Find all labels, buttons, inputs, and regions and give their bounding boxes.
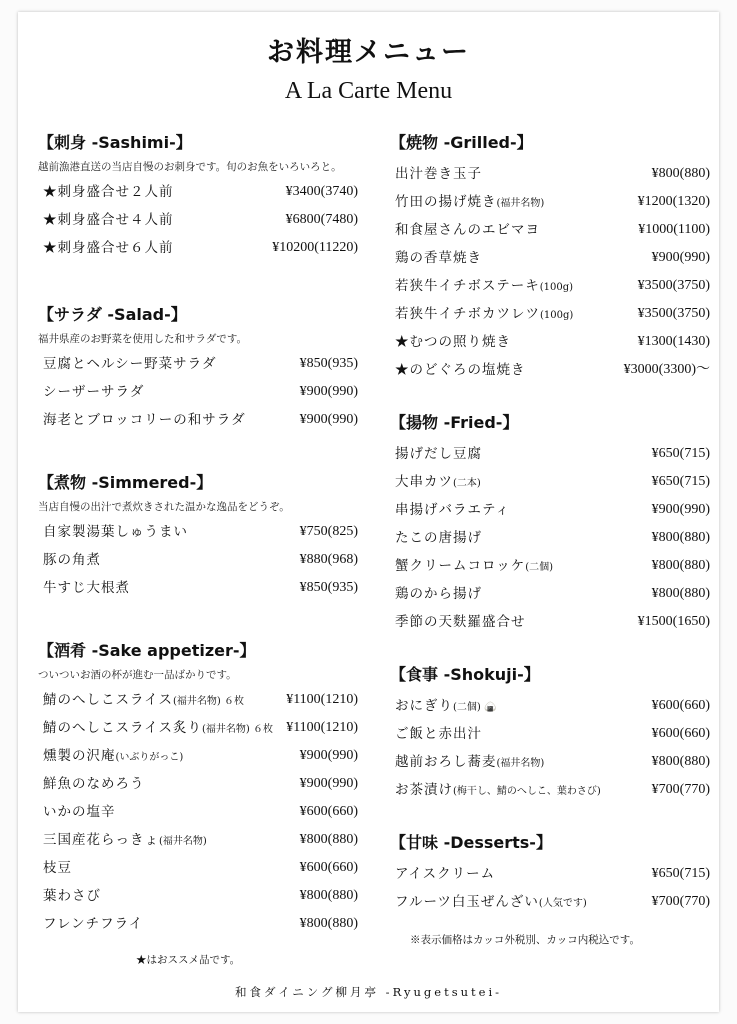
item-name: ★刺身盛合せ４人前 [43,212,174,228]
item-name: 鶏の香草焼き [395,250,482,266]
item-price: ¥800(880) [651,754,710,769]
menu-section [38,130,358,262]
menu-item [390,580,710,608]
item-price: ¥650(715) [651,446,710,461]
item-name-wrap [395,524,482,552]
menu-section [38,302,358,434]
item-name-wrap [43,854,72,882]
item-note: (二本) [453,478,481,489]
menu-item [38,882,358,910]
item-price: ¥850(935) [299,356,358,371]
menu-item [390,524,710,552]
item-price: ¥10200(11220) [272,240,358,255]
menu-item [38,234,358,262]
item-note: (二個) [525,562,554,573]
item-name: 出汁巻き玉子 [395,166,482,182]
section-heading: 【揚物 -Fried-】 [390,413,519,432]
item-name-wrap [395,496,510,524]
menu-item [390,468,710,496]
recommend-note: ★はおススメ品です。 [136,954,241,966]
item-name-wrap [395,468,481,496]
section-heading: 【甘味 -Desserts-】 [390,833,552,852]
item-name-wrap [43,546,101,574]
item-price: ¥1100(1210) [286,692,358,707]
item-name: 牛すじ大根煮 [43,580,130,596]
item-name: 豆腐とヘルシー野菜サラダ [43,356,217,372]
item-note: (福井名物) ６枚 [201,724,273,735]
item-name-wrap [43,770,145,798]
menu-item [390,244,710,272]
menu-item [38,178,358,206]
item-price: ¥600(660) [651,726,710,741]
item-name: 若狭牛イチボステーキ [395,278,540,294]
item-price: ¥900(990) [299,412,358,427]
item-price: ¥600(660) [299,860,358,875]
item-name-wrap [395,860,495,888]
item-name: 越前おろし蕎麦 [395,754,497,770]
item-note: (100g) [540,310,574,321]
section-description: ついついお酒の杯が進む一品ばかりです。 [38,669,237,681]
menu-page [18,12,719,1012]
item-name-wrap [43,798,116,826]
menu-section [390,130,710,384]
item-price: ¥900(990) [651,250,710,265]
item-name-wrap [395,356,526,384]
section-heading: 【焼物 -Grilled-】 [390,133,533,152]
item-name-wrap [43,378,144,406]
item-name-wrap [43,178,174,206]
item-price: ¥750(825) [299,524,358,539]
item-price: ¥3500(3750) [637,278,710,293]
section-heading: 【サラダ -Salad-】 [38,305,187,324]
item-name: シーザーサラダ [43,384,145,400]
item-name-wrap [43,518,188,546]
item-name-wrap [43,206,174,234]
item-name: 揚げだし豆腐 [395,446,482,462]
menu-item [38,518,358,546]
item-name: ★むつの照り焼き [395,334,511,350]
item-price: ¥6800(7480) [285,212,358,227]
item-price: ¥1200(1320) [637,194,710,209]
item-name-wrap [395,748,544,776]
menu-item [38,798,358,826]
section-heading: 【食事 -Shokuji-】 [390,665,540,684]
section-description: 当店自慢の出汁で煮炊きされた温かな逸品をどうぞ。 [38,501,290,513]
menu-item [38,406,358,434]
menu-item [390,552,710,580]
item-name: 鯖のへしこスライス [43,692,173,708]
item-name-wrap [43,406,246,434]
tax-note: ※表示価格はカッコ外税別、カッコ内税込です。 [410,934,640,946]
item-name: 大串カツ [395,474,453,490]
item-name-wrap [43,686,244,714]
item-price: ¥800(880) [651,586,710,601]
item-price: ¥1300(1430) [637,334,710,349]
item-price: ¥700(770) [651,894,710,909]
page-subtitle: A La Carte Menu [284,78,453,104]
item-name: たこの唐揚げ [395,530,482,546]
item-price: ¥900(990) [299,384,358,399]
item-price: ¥700(770) [651,782,710,797]
menu-item [390,496,710,524]
item-price: ¥3400(3740) [285,184,358,199]
item-name-wrap [395,272,573,300]
item-name: ★刺身盛合せ２人前 [43,184,174,200]
item-name: 若狭牛イチボカツレツ [395,306,540,322]
menu-section [390,830,710,916]
menu-item [38,854,358,882]
item-name-wrap [43,714,273,742]
item-name: フレンチフライ [43,916,144,932]
item-name-wrap [43,574,130,602]
page-title: お料理メニュー [267,37,470,68]
item-name: 和食屋さんのエビマヨ [395,222,540,238]
menu-section [38,638,358,938]
item-name: フルーツ白玉ぜんざい [395,894,539,910]
item-name-wrap [43,910,143,938]
item-price: ¥900(990) [651,502,710,517]
section-heading: 【煮物 -Simmered-】 [38,473,213,492]
item-price: ¥800(880) [651,558,710,573]
menu-item [38,714,358,742]
item-price: ¥3500(3750) [637,306,710,321]
item-name: 鯖のへしこスライス炙り [43,720,202,736]
section-heading: 【刺身 -Sashimi-】 [38,133,192,152]
item-price: ¥800(880) [299,888,358,903]
item-name-wrap [395,776,601,804]
item-note: (人気です) [538,898,587,909]
item-name: ご飯と赤出汁 [395,726,482,742]
menu-item [38,546,358,574]
item-name: いかの塩辛 [43,804,116,820]
item-name-wrap [43,882,101,910]
item-name: 海老とブロッコリーの和サラダ [43,412,246,428]
menu-item [390,720,710,748]
item-price: ¥1500(1650) [637,614,710,629]
item-name: おにぎり [395,698,453,714]
menu-item [38,350,358,378]
item-note: (100g) [539,282,574,293]
item-name-wrap [395,188,544,216]
item-note: (福井名物) [159,836,207,847]
menu-item [38,574,358,602]
item-note: (福井名物) [496,198,545,209]
section-heading: 【酒肴 -Sake appetizer-】 [38,641,256,660]
footer: 和食ダイニング柳月亭 -Ryugetsutei- [234,985,503,999]
menu-item [390,188,710,216]
menu-item [390,160,710,188]
menu-item [390,356,710,384]
item-price: ¥650(715) [651,474,710,489]
item-name: 自家製湯葉しゅうまい [43,524,188,540]
item-price: ¥800(880) [651,166,710,181]
item-name: 串揚げバラエティ [395,502,510,518]
item-name-wrap [395,328,511,356]
item-note: (福井名物) ６枚 [172,696,244,707]
item-note: (二個) 🍙 [453,702,497,713]
item-name: お茶漬け [395,782,453,798]
menu-item [38,206,358,234]
item-name-wrap [395,720,482,748]
item-price: ¥800(880) [299,916,358,931]
item-price: ¥1000(1100) [638,222,710,237]
item-name-wrap [395,552,553,580]
item-name: ★のどぐろの塩焼き [395,362,526,378]
menu-item [390,608,710,636]
item-name-wrap [395,300,573,328]
item-price: ¥880(968) [299,552,358,567]
menu-item [390,692,710,720]
item-name: 蟹クリームコロッケ [395,558,526,574]
item-name: 葉わさび [43,888,101,904]
item-name-wrap [395,244,482,272]
menu-section [390,410,710,636]
item-name-wrap [43,350,217,378]
item-name: アイスクリーム [395,866,496,882]
item-name-wrap [395,692,496,720]
menu-item [390,748,710,776]
item-name-wrap [395,440,482,468]
item-name: ★刺身盛合せ６人前 [43,240,174,256]
item-name-wrap [395,888,587,916]
item-name: 枝豆 [43,860,72,876]
menu-item [38,910,358,938]
item-name: 三国産花らっきょ [43,832,159,848]
item-price: ¥600(660) [299,804,358,819]
item-price: ¥800(880) [299,832,358,847]
item-price: ¥800(880) [651,530,710,545]
item-name-wrap [395,216,540,244]
menu-item [390,272,710,300]
item-name: 豚の角煮 [43,552,101,568]
menu-item [390,860,710,888]
menu-item [390,888,710,916]
item-name-wrap [43,826,207,854]
menu-section [38,470,358,602]
menu-item [38,686,358,714]
section-description: 越前漁港直送の当店自慢のお刺身です。旬のお魚をいろいろと。 [38,161,342,173]
item-name: 竹田の揚げ焼き [395,194,497,210]
menu-item [390,328,710,356]
item-name: 鶏のから揚げ [395,586,482,602]
item-price: ¥850(935) [299,580,358,595]
menu-item [38,378,358,406]
item-name: 鮮魚のなめろう [43,776,145,792]
menu-item [390,440,710,468]
item-name-wrap [43,742,183,770]
item-price: ¥900(990) [299,748,358,763]
menu-item [38,770,358,798]
menu-item [390,216,710,244]
item-name: 燻製の沢庵 [43,748,116,764]
menu-item [38,742,358,770]
menu-item [390,776,710,804]
item-note: (梅干し、鯖のへしこ、葉わさび) [453,786,601,797]
item-note: (いぶりがっこ) [115,752,184,763]
item-name-wrap [395,160,482,188]
item-name-wrap [395,608,526,636]
item-name-wrap [395,580,482,608]
section-description: 福井県産のお野菜を使用した和サラダです。 [38,333,248,345]
item-price: ¥650(715) [651,866,710,881]
item-price: ¥1100(1210) [286,720,358,735]
menu-item [38,826,358,854]
item-price: ¥3000(3300)～ [623,362,710,377]
item-price: ¥900(990) [299,776,358,791]
item-name-wrap [43,234,174,262]
item-name: 季節の天麩羅盛合せ [395,614,526,630]
menu-section [390,662,710,804]
item-note: (福井名物) [496,758,545,769]
item-price: ¥600(660) [651,698,710,713]
menu-item [390,300,710,328]
